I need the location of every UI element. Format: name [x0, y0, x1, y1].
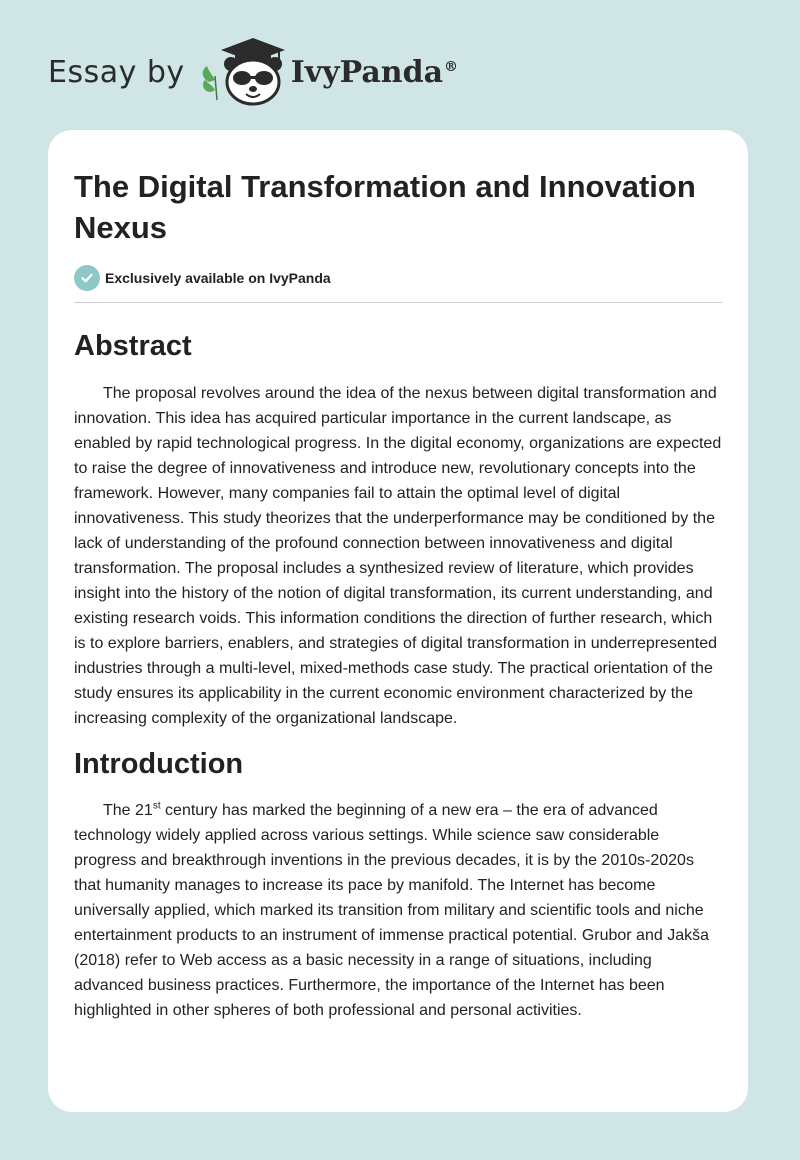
site-header — [48, 36, 458, 108]
essay-by-label: Essay by — [48, 54, 185, 90]
introduction-text-rest: century has marked the beginning of a new era – the era of advanced technology widely applied across various settings. While science saw considerable progress and breakthrough inventions in the previous decades, it is by the 2010s-2020s that humanity manages to increase its pace by manifold. The Internet has become universally applied, which marked its transition from military and scientific tools and niche entertainment products to an instrument of immense practical potential. Grubor and Jakša (2018) refer to Web access as a basic necessity in a range of situations, including advanced business practices. Furthermore, the importance of the Internet has been highlighted in other spheres of both professional and personal activities. — [74, 802, 709, 1019]
introduction-paragraph — [74, 798, 722, 1023]
exclusive-label: Exclusively available on IvyPanda — [105, 270, 331, 286]
page-title: The Digital Transformation and Innovation Nexus — [74, 169, 696, 245]
check-circle-icon — [74, 265, 100, 291]
exclusive-badge — [74, 265, 722, 291]
essay-card — [48, 130, 748, 1112]
introduction-heading: Introduction — [74, 748, 244, 780]
divider — [74, 302, 722, 303]
ivypanda-logo-icon[interactable] — [195, 36, 287, 108]
introduction-text-lead: The 21 — [103, 802, 153, 819]
ordinal-suffix: st — [152, 800, 161, 812]
abstract-paragraph: The proposal revolves around the idea of the nexus between digital transformation and innovation. This idea has acquired particular importance in the current landscape, as enabled by rapid technological progress. In the digital economy, organizations are expected to raise the degree of innovativeness and introduce new, revolutionary concepts into the framework. However, many companies fail to attain the optimal level of digital innovativeness. This study theorizes that the underperformance may be conditioned by the lack of understanding of the profound connection between innovativeness and digital transformation. The proposal includes a synthesized review of literature, which provides insight into the history of the notion of digital transformation, its current understanding, and existing research voids. This information conditions the direction of further research, which is to explore barriers, enablers, and strategies of digital transformation in underrepresented industries through a multi-level, mixed-methods case study. The practical orientation of the study ensures its applicability in the current economic environment characterized by the increasing complexity of the organizational landscape. — [74, 385, 722, 727]
registered-mark: ® — [444, 58, 459, 75]
abstract-heading: Abstract — [74, 330, 192, 362]
ivypanda-brand-name[interactable]: IvyPanda® — [290, 54, 459, 90]
